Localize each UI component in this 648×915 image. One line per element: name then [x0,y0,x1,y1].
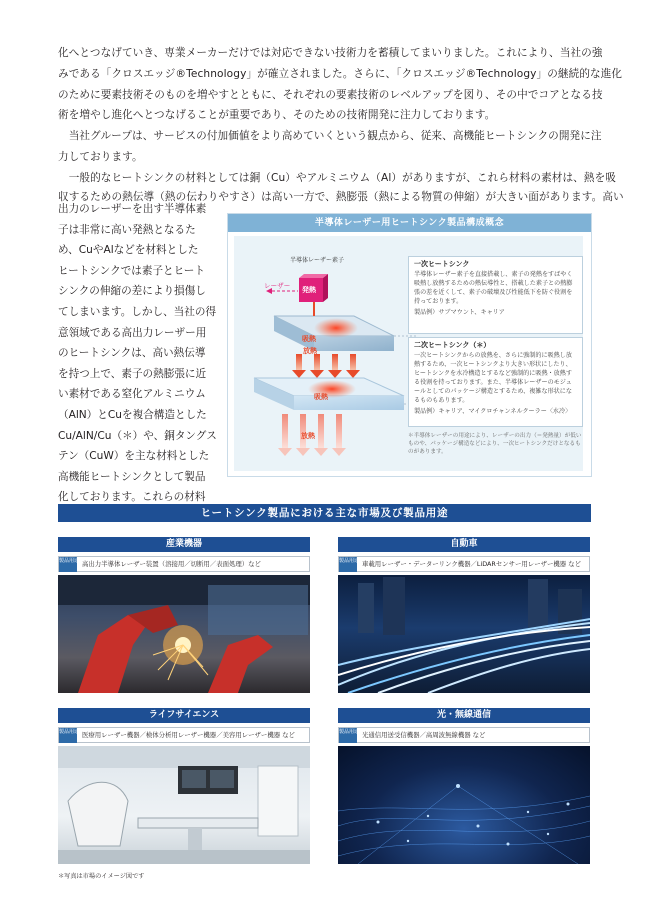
operating-room-photo [58,746,310,864]
text-line: のヒートシンクは、高い熱伝導 [58,347,206,360]
text-line: 術を増やし進化へとつなげることが重要であり、そのための技術開発に注力しております。 [58,109,496,122]
panel-title: 自動車 [338,537,590,552]
secondary-heatsink-box [408,337,583,427]
usage-text: 高出力半導体レーザー装置（溶接用／切断用／表面処理）など [82,560,261,568]
text-line: ヒートシンクでは素子とヒート [58,264,205,277]
usage-tag: 製品用途 [59,557,77,572]
heat-release-label-1: 放熱 [303,347,317,355]
text-line: い素材である窒化アルミニウム [58,388,206,401]
primary-heatsink-box [408,256,583,334]
usage-text: 車載用レーザー・データーリンク機器／LiDARセンサー用レーザー機器 など [362,560,581,568]
secondary-title: 二次ヒートシンク（＊） [414,341,491,349]
usage-tag: 製品用途 [339,728,357,743]
diagram-body [234,236,583,471]
usage-text: 光通信用送受信機器／高周波無線機器 など [362,731,486,739]
text-line: 化しております。これらの材料 [58,491,206,504]
text-line: みである「クロスエッジ®Technology」が確立されました。さらに、「クロスエッジ®Technology」の継続的な進化 [58,67,623,80]
text-line: 当社グループは、サービスの付加価値をより高めていくという観点から、従来、高機能ヒートシンクの開発に注 [58,130,602,142]
network-photo [338,746,590,864]
text-line: 力しております。 [58,150,143,163]
text-line: のために要素技術そのものを増やすとともに、それぞれの要素技術のレベルアップを図り、その中でコアとなる技 [58,88,603,101]
secondary-example: 製品例）キャリア、マイクロチャンネルクーラー〈水冷〉 [414,408,572,415]
text-line: を持つ上で、素子の熱膨張に近 [58,367,207,380]
diagram-title: 半導体レーザー用ヒートシンク製品構成概念 [228,214,591,232]
photo-footnote: ＊写真は市場のイメージ図です [58,873,145,880]
text-line: 収するための熱伝導（熱の伝わりやすさ）は高い一方で、熱膨張（熱による物質の伸縮）が大きい面があります。高い [58,190,624,203]
text-line: シンクの伸縮の差により損傷し [58,285,206,298]
paragraph-1 [58,43,623,126]
primary-example: 製品例）サブマウント、キャリア [414,309,505,316]
panel-usage [58,727,310,743]
text-line: てしまいます。しかし、当社の得 [58,305,217,318]
panel-usage [338,727,590,743]
robot-welding-photo [58,575,310,693]
panel-life-science [58,708,310,864]
heat-absorb-label-2: 吸熱 [314,393,328,401]
panel-title: 光・無線通信 [338,708,590,723]
heat-release-label-2: 放熱 [301,432,315,440]
diagram-note: ＊半導体レーザーの用途により、レーザーの出力（＝発熱量）が低いものや、パッケージ構造などにより、一次ヒートシンクだけとなるものがあります。 [408,433,582,455]
heatsink-concept-diagram [227,213,592,477]
secondary-body: 一次ヒートシンクからの放熱を、さらに強制的に吸熱し放熱するため、一次ヒートシンクより大きい形状にしたり、ヒートシンクを水冷構造とするなど強制的に吸熱・放熱する役割を持っております。また、半導体レーザーのモジュールとしてのパッケージ構造とするため、複雑な形状になるものもあります。 [414,352,572,404]
panel-industrial [58,537,310,693]
panel-title: ライフサイエンス [58,708,310,723]
text-line: 高機能ヒートシンクとして製品 [58,470,206,483]
primary-title: 一次ヒートシンク [414,260,470,268]
absorb-glow-1 [314,318,358,338]
heat-absorb-label-1: 吸熱 [302,335,316,343]
usage-tag: 製品用途 [339,557,357,572]
middle-heat-arrows [292,354,360,378]
text-line: め、CuやAlなどを材料とした [58,244,199,257]
text-line: テン（CuW）を主な材料とした [58,450,210,463]
panel-usage [338,556,590,572]
usage-tag: 製品用途 [59,728,77,743]
panel-communications [338,708,590,864]
panel-automotive [338,537,590,693]
heat-gen-label: 発熱 [302,286,316,294]
text-line: 子は非常に高い発熱となるた [58,223,196,236]
text-line: 出力のレーザーを出す半導体素 [58,203,207,215]
laser-label: レーザー [264,282,291,290]
paragraph-2 [58,126,602,168]
text-line: 化へとつなげていき、専業メーカーだけでは対応できない技術力を蓄積してまいりました。これにより、当社の強 [58,47,603,59]
side-paragraph [58,199,217,508]
usage-text: 医療用レーザー機器／検体分析用レーザー機器／美容用レーザー機器 など [82,731,295,739]
panel-usage [58,556,310,572]
panel-title: 産業機器 [58,537,310,552]
primary-body: 半導体レーザー素子を直接搭載し、素子の発熱をすばやく吸熱し放熱するための熱伝導性と、搭載した素子との熱膨張の差を近くして、素子の破壊及び性能低下を防ぐ役割を持っております。 [414,271,573,305]
text-line: Cu/AlN/Cu（＊）や、銅タングス [58,429,217,442]
element-label: 半導体レーザー素子 [290,257,345,264]
text-line: 意領域である高出力レーザー用 [58,326,207,339]
text-line: 一般的なヒートシンクの材料としては銅（Cu）やアルミニウム（Al）がありますが、これら材料の素材は、熱を吸 [58,172,616,184]
text-line: （AlN）とCuを複合構造とした [58,408,207,421]
market-banner: ヒートシンク製品における主な市場及び製品用途 [58,504,591,522]
night-traffic-photo [338,575,590,693]
